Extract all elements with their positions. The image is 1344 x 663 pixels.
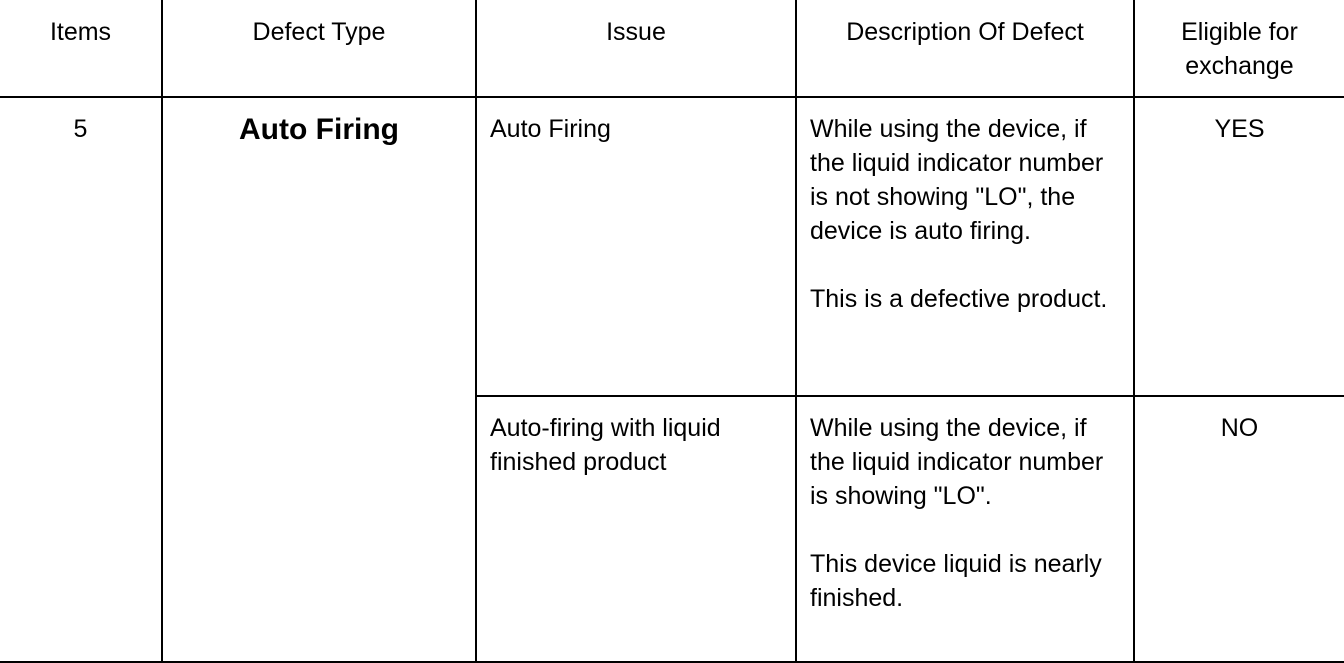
- eligible-value: YES: [1214, 115, 1265, 143]
- header-defect-type: Defect Type: [162, 0, 476, 97]
- defect-type-cell: [162, 97, 476, 662]
- description-paragraph: While using the device, if the liquid indicator number is showing "LO".: [810, 414, 1104, 510]
- issue-cell: [476, 396, 796, 662]
- header-row: [0, 0, 1344, 97]
- item-number: 5: [73, 115, 88, 143]
- description-paragraph: This device liquid is nearly finished.: [810, 550, 1102, 612]
- description-paragraph: This is a defective product.: [810, 285, 1108, 313]
- issue-text: Auto Firing: [490, 115, 611, 143]
- header-eligible: Eligible for exchange: [1134, 0, 1344, 97]
- issue-cell: [476, 97, 796, 396]
- header-items: Items: [0, 0, 162, 97]
- issue-text: Auto-firing with liquid finished product: [490, 414, 721, 476]
- description-cell: [796, 97, 1134, 396]
- header-description: Description Of Defect: [796, 0, 1134, 97]
- description-cell: [796, 396, 1134, 662]
- eligible-value: NO: [1220, 414, 1259, 442]
- item-number-cell: [0, 97, 162, 662]
- eligible-cell: [1134, 97, 1344, 396]
- table-row: [0, 97, 1344, 396]
- table-body: [0, 97, 1344, 662]
- eligible-cell: [1134, 396, 1344, 662]
- header-issue: Issue: [476, 0, 796, 97]
- description-paragraph: While using the device, if the liquid indicator number is not showing "LO", the device is auto firing.: [810, 115, 1104, 245]
- defect-type-label: Auto Firing: [239, 113, 399, 146]
- table-header: [0, 0, 1344, 97]
